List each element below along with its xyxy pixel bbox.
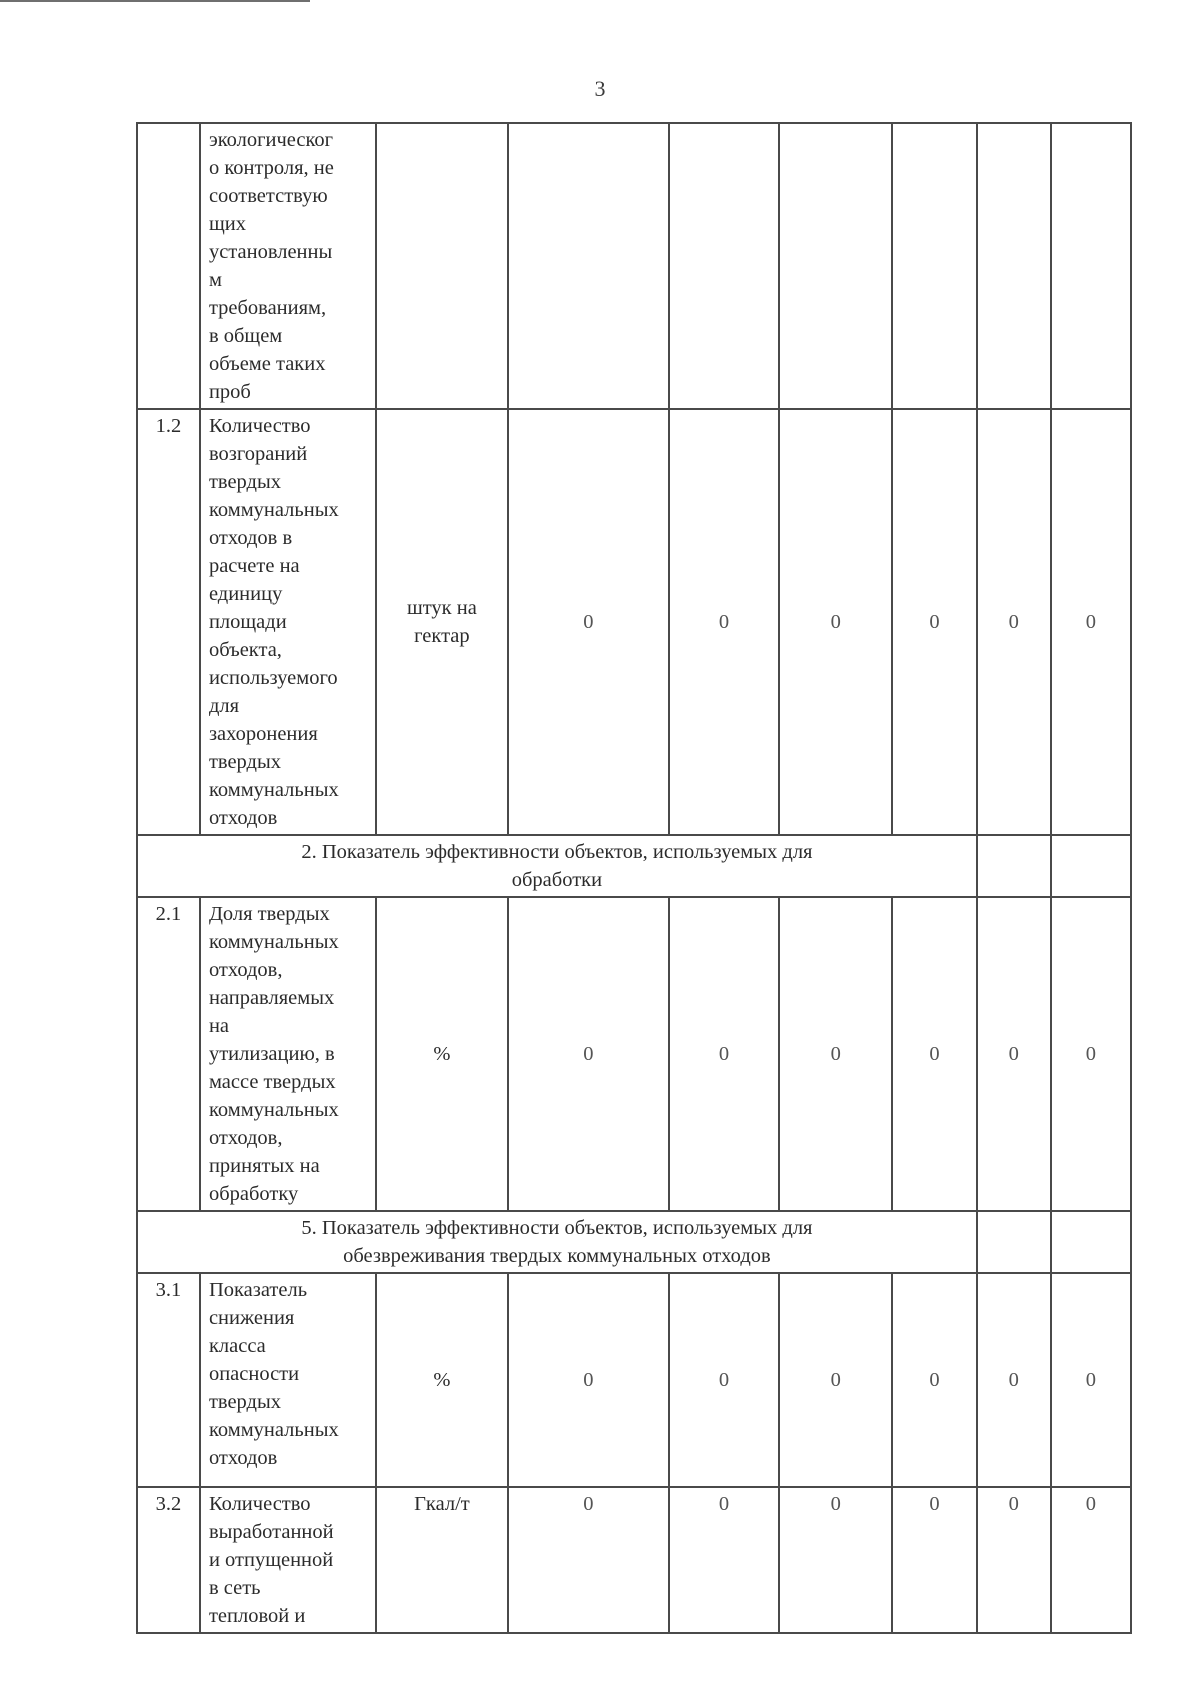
value-cell: 0	[669, 409, 780, 835]
row-number	[137, 123, 200, 409]
empty-cell	[977, 835, 1051, 897]
table-row	[137, 123, 1131, 409]
value-cell	[892, 123, 977, 409]
value-cell: 0	[892, 897, 977, 1211]
row-number: 3.2	[137, 1487, 200, 1633]
value-cell: 0	[669, 1487, 780, 1633]
value-cell: 0	[508, 897, 669, 1211]
value-cell: 0	[1051, 409, 1131, 835]
value-cell	[779, 123, 892, 409]
row-number: 1.2	[137, 409, 200, 835]
value-cell: 0	[779, 897, 892, 1211]
indicator-name: Показатель снижения класса опасности твердых коммунальных отходов	[200, 1273, 376, 1487]
indicator-name: Количество выработанной и отпущенной в сеть тепловой и	[200, 1487, 376, 1633]
empty-cell	[1051, 1211, 1131, 1273]
page-number: 3	[594, 76, 606, 101]
section-title: 2. Показатель эффективности объектов, используемых для обработки	[137, 835, 977, 897]
value-cell	[1051, 123, 1131, 409]
value-cell: 0	[669, 897, 780, 1211]
empty-cell	[977, 1211, 1051, 1273]
value-cell: 0	[977, 897, 1051, 1211]
empty-cell	[1051, 835, 1131, 897]
row-number: 2.1	[137, 897, 200, 1211]
scan-edge-line	[0, 0, 310, 2]
value-cell: 0	[977, 1273, 1051, 1487]
value-cell	[508, 123, 669, 409]
value-cell: 0	[508, 409, 669, 835]
section-header-row	[137, 1211, 1131, 1273]
value-cell: 0	[1051, 1487, 1131, 1633]
indicator-name: экологическог о контроля, не соответствую щих установленны м требованиям, в общем объеме таких проб	[200, 123, 376, 409]
value-cell	[669, 123, 780, 409]
indicator-name: Количество возгораний твердых коммунальных отходов в расчете на единицу площади объекта, используемого для захоронения твердых коммунальных отходов	[200, 409, 376, 835]
unit-cell: %	[376, 1273, 508, 1487]
row-number: 3.1	[137, 1273, 200, 1487]
value-cell: 0	[977, 1487, 1051, 1633]
value-cell: 0	[669, 1273, 780, 1487]
table-body	[137, 123, 1131, 1633]
table-row	[137, 897, 1131, 1211]
value-cell: 0	[508, 1487, 669, 1633]
value-cell: 0	[892, 409, 977, 835]
value-cell: 0	[892, 1273, 977, 1487]
unit-cell	[376, 123, 508, 409]
value-cell: 0	[892, 1487, 977, 1633]
value-cell: 0	[779, 1273, 892, 1487]
indicators-table	[136, 122, 1132, 1634]
table-row	[137, 1273, 1131, 1487]
unit-cell: %	[376, 897, 508, 1211]
value-cell: 0	[508, 1273, 669, 1487]
value-cell: 0	[779, 409, 892, 835]
table-row	[137, 1487, 1131, 1633]
value-cell: 0	[779, 1487, 892, 1633]
value-cell: 0	[977, 409, 1051, 835]
value-cell: 0	[1051, 1273, 1131, 1487]
value-cell: 0	[1051, 897, 1131, 1211]
indicator-name: Доля твердых коммунальных отходов, направляемых на утилизацию, в массе твердых коммунальных отходов, принятых на обработку	[200, 897, 376, 1211]
value-cell	[977, 123, 1051, 409]
section-title: 5. Показатель эффективности объектов, используемых для обезвреживания твердых коммунальных отходов	[137, 1211, 977, 1273]
section-header-row	[137, 835, 1131, 897]
unit-cell: штук на гектар	[376, 409, 508, 835]
unit-cell: Гкал/т	[376, 1487, 508, 1633]
table-row	[137, 409, 1131, 835]
